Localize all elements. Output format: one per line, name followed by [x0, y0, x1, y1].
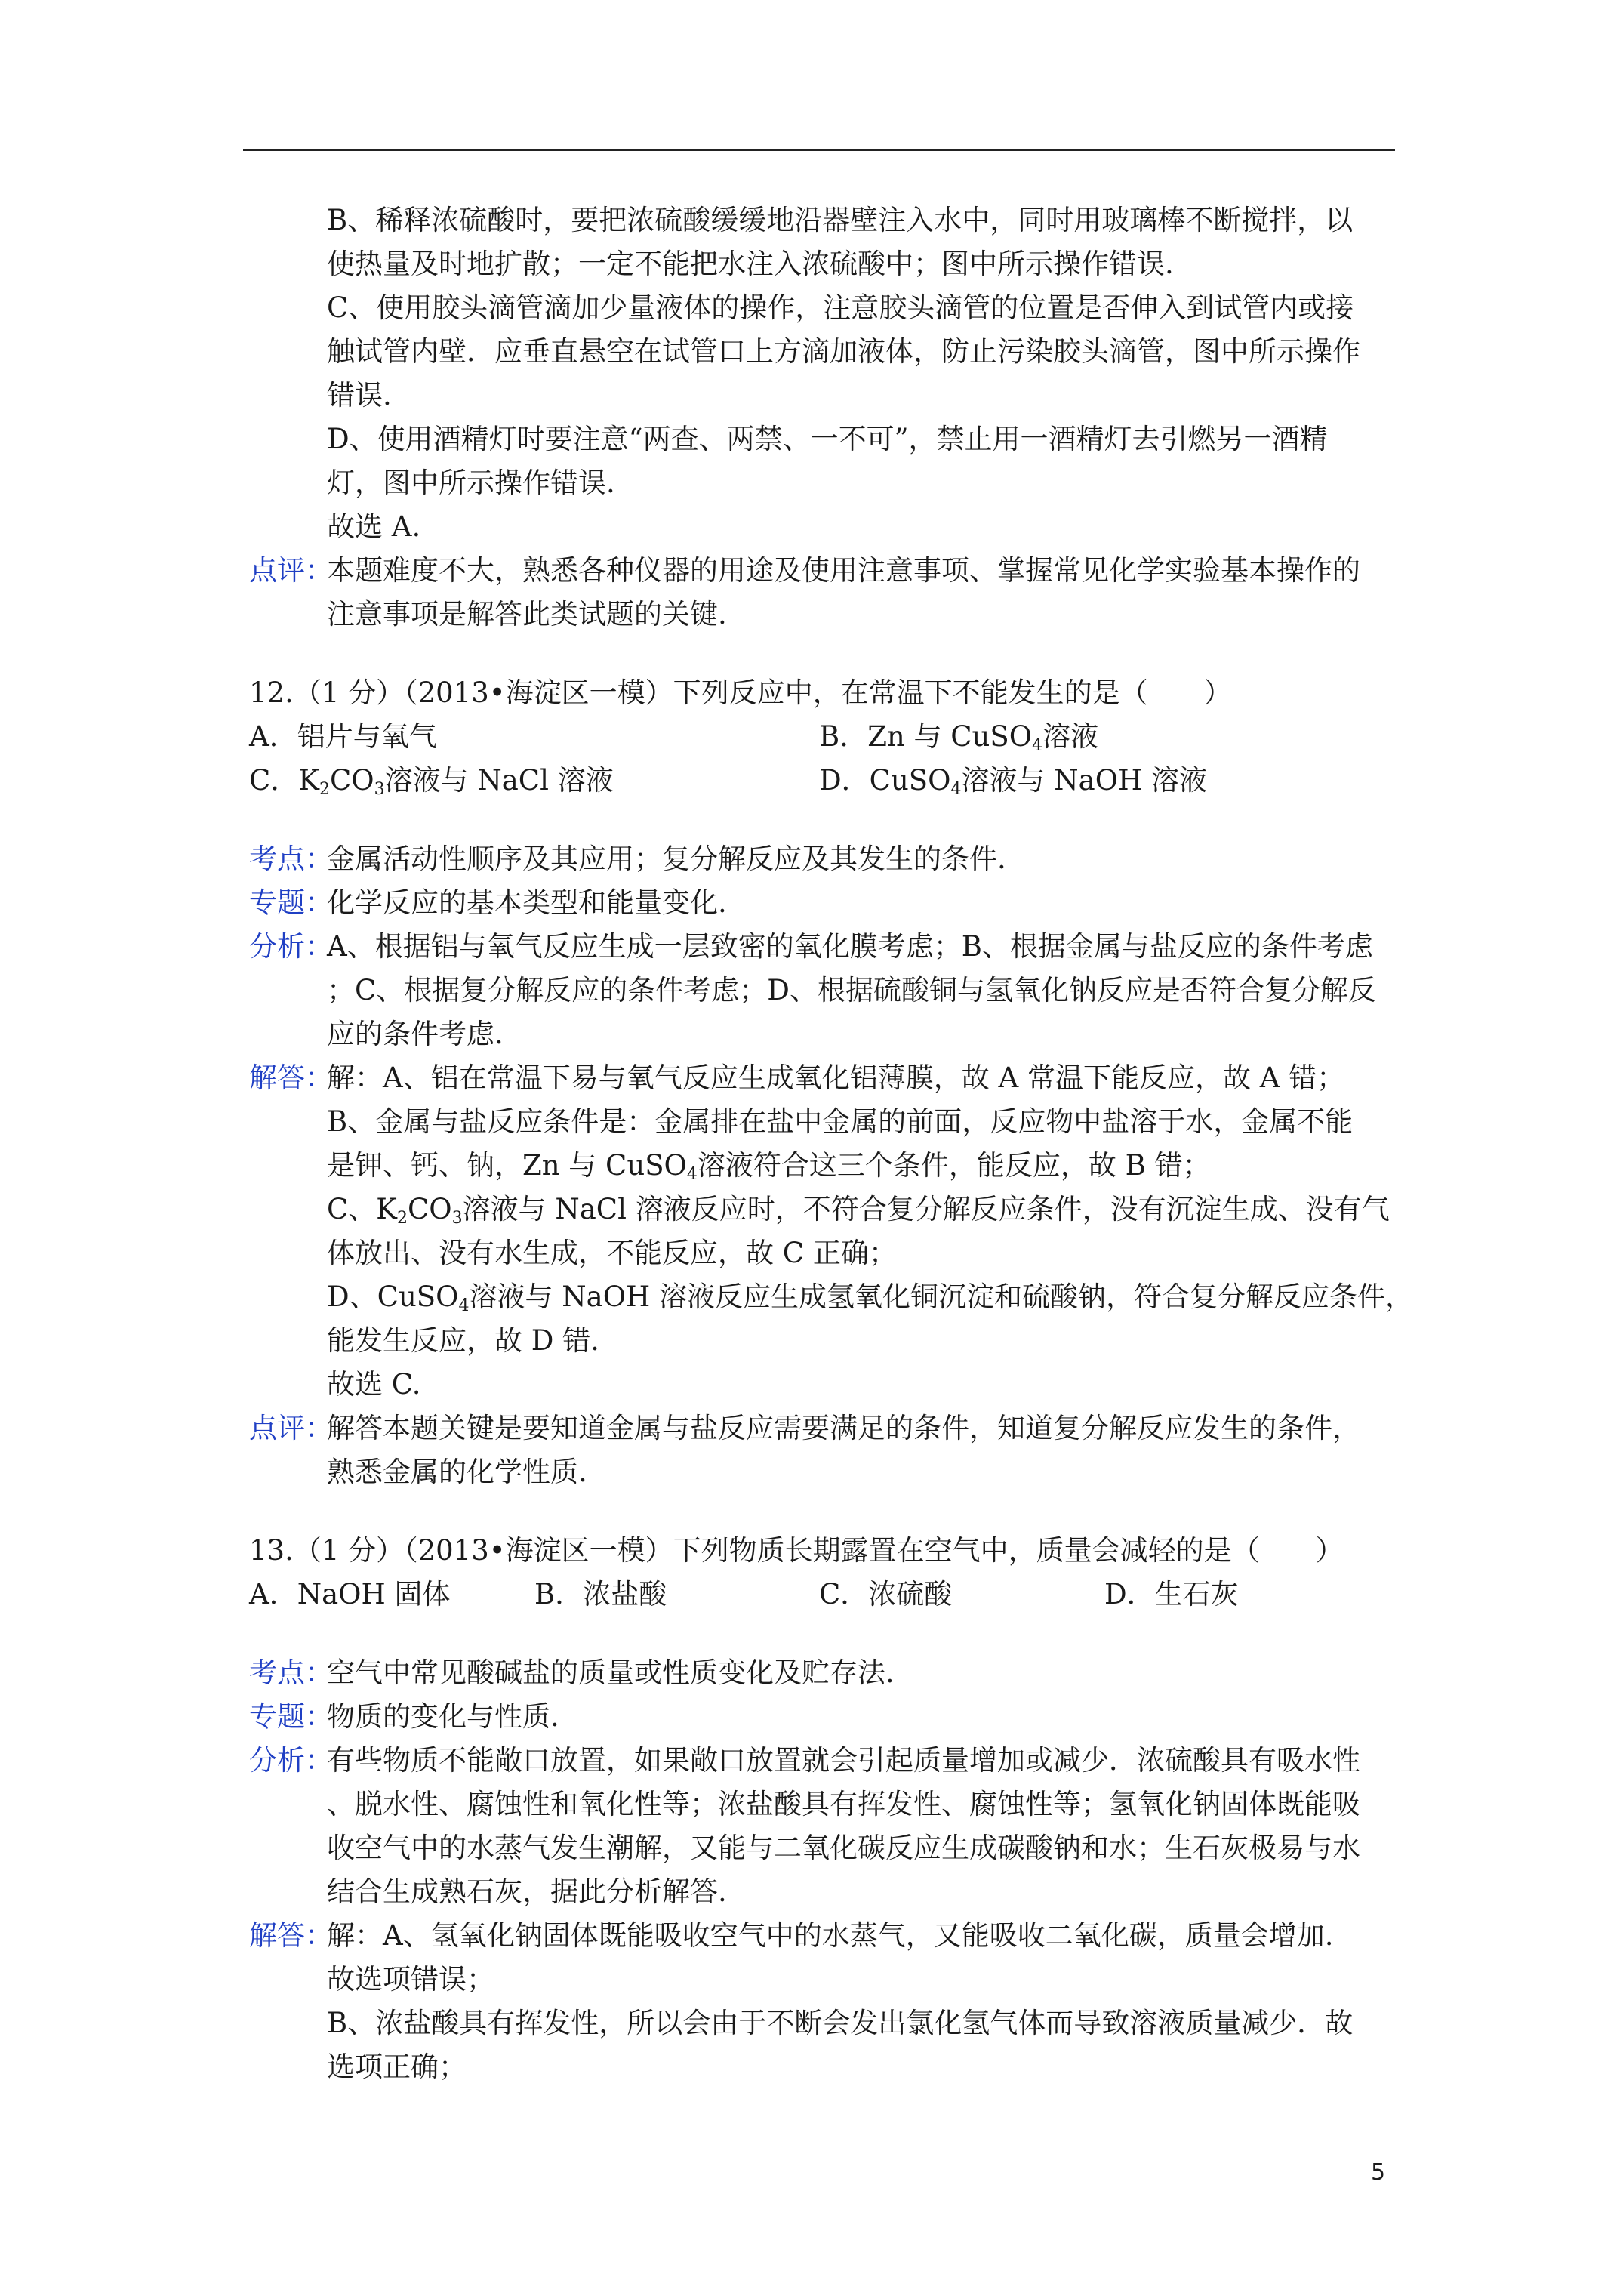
- q13-zhuanti-label: 专题：: [249, 1700, 333, 1733]
- q11-answer: 故选 A.: [327, 510, 421, 543]
- q13-zhuanti: 物质的变化与性质.: [327, 1700, 559, 1733]
- q12-zhuanti: 化学反应的基本类型和能量变化.: [327, 886, 727, 919]
- q12-comment-label: 点评：: [249, 1412, 333, 1444]
- q11-option-b-line2: 使热量及时地扩散；一定不能把水注入浓硫酸中；图中所示操作错误.: [327, 248, 1174, 280]
- q13-option-a: A．NaOH 固体: [249, 1578, 451, 1610]
- q12-jieda-line2: B、金属与盐反应条件是：金属排在盐中金属的前面，反应物中盐溶于水，金属不能: [327, 1105, 1354, 1138]
- q13-fenxi-line2: 、脱水性、腐蚀性和氧化性等；浓盐酸具有挥发性、腐蚀性等；氢氧化钠固体既能吸: [327, 1788, 1360, 1820]
- q12-jieda-line6: D、CuSO$_4$溶液与 NaOH 溶液反应生成氢氧化铜沉淀和硫酸钠，符合复分解反应条件，: [327, 1281, 1414, 1315]
- q12-option-b: B．Zn 与 CuSO$_4$溶液: [819, 720, 1099, 755]
- q12-jieda-line1: 解：A、铝在常温下易与氧气反应生成氧化铝薄膜，故 A 常温下能反应，故 A 错；: [327, 1062, 1345, 1094]
- q12-jieda-line5: 体放出、没有水生成，不能反应，故 C 正确；: [327, 1237, 897, 1269]
- q12-option-d: D．CuSO$_4$溶液与 NaOH 溶液: [819, 764, 1208, 799]
- q12-jieda-line7: 能发生反应，故 D 错.: [327, 1324, 599, 1357]
- q13-stem: 13.（1 分）（2013•海淀区一模）下列物质长期露置在空气中，质量会减轻的是（ ）: [249, 1534, 1344, 1567]
- q13-fenxi-line1: 有些物质不能敞口放置，如果敞口放置就会引起质量增加或减少．浓硫酸具有吸水性: [327, 1744, 1360, 1777]
- q11-option-c-line2: 触试管内壁．应垂直悬空在试管口上方滴加液体，防止污染胶头滴管，图中所示操作: [327, 335, 1360, 368]
- q12-jieda-label: 解答：: [249, 1062, 333, 1094]
- q11-comment-label: 点评：: [249, 554, 333, 587]
- q12-answer: 故选 C.: [327, 1368, 421, 1401]
- q12-option-a: A．铝片与氧气: [249, 720, 437, 753]
- q11-option-d-line1: D、使用酒精灯时要注意“两查、两禁、一不可”，禁止用一酒精灯去引燃另一酒精: [327, 423, 1328, 455]
- q12-jieda-line3: 是钾、钙、钠，Zn 与 CuSO$_4$溶液符合这三个条件，能反应，故 B 错；: [327, 1149, 1211, 1184]
- q11-comment-line1: 本题难度不大，熟悉各种仪器的用途及使用注意事项、掌握常见化学实验基本操作的: [327, 554, 1360, 587]
- q13-jieda-line2: 故选项错误；: [327, 1963, 494, 1996]
- q13-jieda-line3: B、浓盐酸具有挥发性，所以会由于不断会发出氯化氢气体而导致溶液质量减少．故: [327, 2007, 1354, 2039]
- q13-jieda-label: 解答：: [249, 1919, 333, 1952]
- q12-kaodian: 金属活动性顺序及其应用；复分解反应及其发生的条件.: [327, 843, 1006, 875]
- q13-fenxi-line4: 结合生成熟石灰，据此分析解答.: [327, 1875, 727, 1908]
- q12-fenxi-line2: ；C、根据复分解反应的条件考虑；D、根据硫酸铜与氢氧化钠反应是否符合复分解反: [327, 974, 1376, 1006]
- q11-comment-line2: 注意事项是解答此类试题的关键.: [327, 598, 727, 630]
- q12-jieda-line4: C、$K_2CO_3$溶液与 NaCl 溶液反应时，不符合复分解反应条件，没有沉淀生成、没有气: [327, 1193, 1390, 1228]
- q13-kaodian: 空气中常见酸碱盐的质量或性质变化及贮存法.: [327, 1657, 895, 1689]
- header-rule: [243, 149, 1395, 151]
- q11-option-c-line1: C、使用胶头滴管滴加少量液体的操作，注意胶头滴管的位置是否伸入到试管内或接: [327, 291, 1354, 324]
- q12-fenxi-line3: 应的条件考虑.: [327, 1018, 504, 1050]
- q12-comment-line2: 熟悉金属的化学性质.: [327, 1456, 587, 1488]
- q12-kaodian-label: 考点：: [249, 843, 333, 875]
- q13-fenxi-line3: 收空气中的水蒸气发生潮解，又能与二氧化碳反应生成碳酸钠和水；生石灰极易与水: [327, 1832, 1360, 1864]
- q13-fenxi-label: 分析：: [249, 1744, 333, 1777]
- q11-option-c-line3: 错误.: [327, 379, 392, 411]
- q12-option-c: C．$K_2CO_3$溶液与 NaCl 溶液: [249, 764, 614, 799]
- q12-stem: 12.（1 分）（2013•海淀区一模）下列反应中，在常温下不能发生的是（ ）: [249, 676, 1232, 709]
- q13-option-c: C．浓硫酸: [819, 1578, 953, 1610]
- q11-option-b-line1: B、稀释浓硫酸时，要把浓硫酸缓缓地沿器壁注入水中，同时用玻璃棒不断搅拌，以: [327, 204, 1354, 236]
- q11-option-d-line2: 灯，图中所示操作错误.: [327, 467, 615, 499]
- q13-jieda-line1: 解：A、氢氧化钠固体既能吸收空气中的水蒸气，又能吸收二氧化碳，质量会增加.: [327, 1919, 1334, 1952]
- page-number: 5: [1371, 2159, 1386, 2186]
- q12-fenxi-line1: A、根据铝与氧气反应生成一层致密的氧化膜考虑；B、根据金属与盐反应的条件考虑: [327, 930, 1373, 963]
- q13-option-b: B．浓盐酸: [534, 1578, 667, 1610]
- q12-comment-line1: 解答本题关键是要知道金属与盐反应需要满足的条件，知道复分解反应发生的条件，: [327, 1412, 1360, 1444]
- q13-jieda-line4: 选项正确；: [327, 2051, 467, 2083]
- q12-fenxi-label: 分析：: [249, 930, 333, 963]
- q12-zhuanti-label: 专题：: [249, 886, 333, 919]
- q13-kaodian-label: 考点：: [249, 1657, 333, 1689]
- q13-option-d: D．生石灰: [1104, 1578, 1239, 1610]
